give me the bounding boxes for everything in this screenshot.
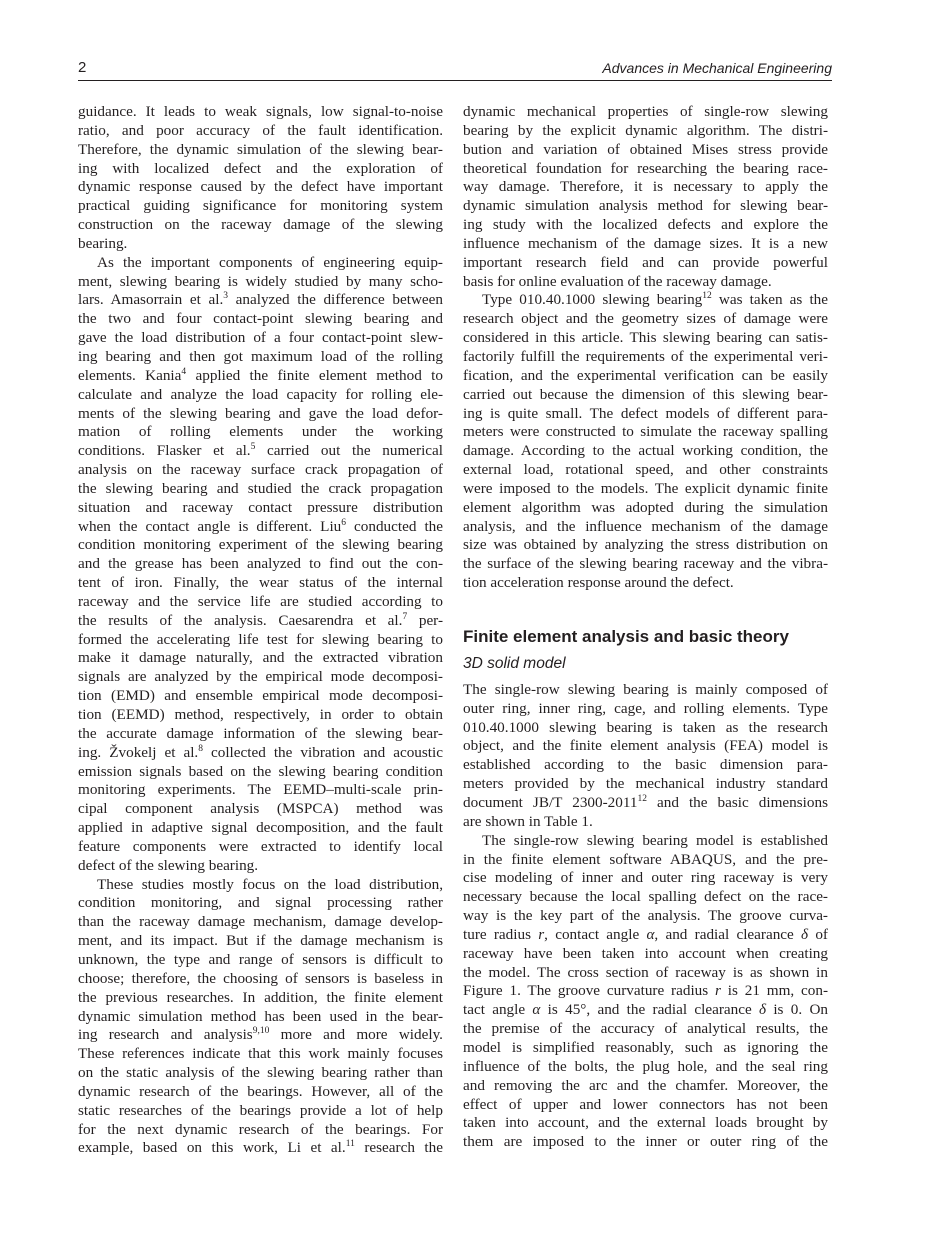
text-line: for the next dynamic research of the bearings. For xyxy=(78,1120,443,1138)
math-symbol: δ xyxy=(801,925,809,943)
text-line: on the static analysis of the slewing bearing rather than xyxy=(78,1064,443,1082)
running-header xyxy=(78,58,832,81)
text-line: the surface of the slewing bearing raceway and the vibra- xyxy=(463,555,828,573)
text-line: carried out because the dimension of this slewing bear- xyxy=(463,385,828,403)
text-line: static researches of the bearings provide a lot of help xyxy=(78,1101,443,1119)
text-line: when the contact angle is different. Liu$^6$ conducted the xyxy=(78,517,443,535)
right-section-body xyxy=(463,681,828,1152)
text-line: ing is quite small. The defect models of different para- xyxy=(463,404,828,422)
text-line: dynamic simulation analysis method for slewing bear- xyxy=(463,197,828,215)
text-line: dynamic mechanical properties of single-row slewing xyxy=(463,103,828,120)
text-line: factorily fulfill the requirements of the experimental veri- xyxy=(463,347,828,365)
text-line: raceway have been taken into account when creating xyxy=(463,944,828,962)
paragraph xyxy=(463,681,828,832)
text-line: choose; therefore, the choosing of sensors is baseless in xyxy=(78,969,443,987)
text-line: signals are analyzed by the empirical mode decomposi- xyxy=(78,668,443,686)
text-line: lars. Amasorrain et al.$^3$ analyzed the difference between xyxy=(78,291,443,309)
text-line: ment, and its impact. But if the damage mechanism is xyxy=(78,932,443,950)
text-line: Figure 1. The groove curvature radius r is 21 mm, con- xyxy=(463,982,828,1000)
section-heading: Finite element analysis and basic theory xyxy=(463,626,789,646)
text-line: formed the accelerating life test for slewing bearing to xyxy=(78,630,443,648)
paragraph xyxy=(463,103,828,291)
left-column xyxy=(78,103,443,1158)
text-line: The single-row slewing bearing is mainly composed of xyxy=(463,680,828,698)
text-line: external load, rotational speed, and other constraints xyxy=(463,461,828,479)
text-line: tion (EEMD) method, respectively, in order to obtain xyxy=(78,706,443,723)
text-line: Therefore, the dynamic simulation of the slewing bear- xyxy=(78,140,443,158)
text-line: cipal component analysis (MSPCA) method was xyxy=(78,800,443,818)
subsection-heading: 3D solid model xyxy=(463,654,566,672)
text-line: them are imposed to the inner or outer ring of the xyxy=(463,1133,828,1151)
text-line: the accurate damage information of the slewing bear- xyxy=(78,724,443,742)
text-line: tent of iron. Finally, the wear status of the internal xyxy=(78,574,443,592)
text-line: Type 010.40.1000 slewing bearing$^{12}$ was taken as the xyxy=(482,291,828,309)
text-line: raceway and the service life are studied according to xyxy=(78,592,443,610)
text-line: bearing by the explicit dynamic algorithm. The distri- xyxy=(463,121,828,139)
text-line: guidance. It leads to weak signals, low signal-to-noise xyxy=(78,103,443,120)
text-line: emission signals based on the slewing bearing condition xyxy=(78,762,443,780)
text-line: These references indicate that this work mainly focuses xyxy=(78,1045,443,1063)
text-line: tion acceleration response around the defect. xyxy=(463,574,734,592)
text-line: and the grease has been analyzed to find out the con- xyxy=(78,555,443,573)
math-symbol: r xyxy=(538,925,545,943)
journal-title: Advances in Mechanical Engineering xyxy=(602,60,832,76)
math-symbol: α xyxy=(646,925,655,943)
text-line: the premise of the accuracy of analytical results, the xyxy=(463,1020,828,1038)
text-line: the results of the analysis. Caesarendra et al.$^7$ per- xyxy=(78,611,443,629)
text-line: basis for online evaluation of the raceway damage. xyxy=(463,272,772,290)
text-line: and removing the arc and the chamfer. Moreover, the xyxy=(463,1076,828,1094)
text-line: These studies mostly focus on the load distribution, xyxy=(97,875,443,893)
text-line: The single-row slewing bearing model is established xyxy=(482,831,828,849)
citation-ref[interactable]: 6 xyxy=(341,517,347,528)
text-line: size was obtained by analyzing the stress distribution on xyxy=(463,536,828,554)
text-line: meters provided by the mechanical industry standard xyxy=(463,775,828,793)
text-line: the slewing bearing and studied the crack propagation xyxy=(78,479,443,497)
text-line: established according to the basic dimension para- xyxy=(463,756,828,774)
text-line: applied in adaptive signal decomposition, and the fault xyxy=(78,819,443,837)
text-line: ment, slewing bearing is widely studied by many scho- xyxy=(78,272,443,290)
text-line: fication, and the experimental verification can be easily xyxy=(463,366,828,384)
text-line: ratio, and poor accuracy of the fault identification. xyxy=(78,121,443,139)
citation-ref[interactable]: 3 xyxy=(223,291,228,302)
citation-ref[interactable]: 7 xyxy=(402,611,408,622)
text-line: meters were constructed to simulate the raceway spalling xyxy=(463,423,828,441)
text-line: object, and the finite element analysis (FEA) model is xyxy=(463,737,828,755)
text-line: are shown in Table 1. xyxy=(463,812,593,830)
text-line: conditions. Flasker et al.$^5$ carried out the numerical xyxy=(78,442,443,460)
text-line: influence mechanism of the damage sizes. It is a new xyxy=(463,234,828,252)
text-line: way is the key part of the analysis. The groove curva- xyxy=(463,907,828,925)
paragraph xyxy=(463,291,828,593)
text-line: important research field and can provide powerful xyxy=(463,253,828,271)
text-line: document JB/T 2300-2011$^{12}$ and the basic dimensions xyxy=(463,794,828,811)
text-line: practical guiding significance for monitoring system xyxy=(78,197,443,215)
text-line: ing with localized defect and the exploration of xyxy=(78,159,443,177)
text-line: construction on the raceway damage of the slewing xyxy=(78,216,443,234)
paragraph xyxy=(78,254,443,876)
text-line: the previous researches. In addition, the finite element xyxy=(78,988,443,1006)
text-line: condition monitoring, and signal processing rather xyxy=(78,894,443,912)
paragraph xyxy=(463,832,828,1152)
text-line: element algorithm was adopted during the simulation xyxy=(463,498,828,516)
text-line: condition monitoring experiment of the slewing bearing xyxy=(78,536,443,554)
text-line: cise modeling of inner and outer ring raceway is very xyxy=(463,869,828,887)
text-line: make it damage naturally, and the extracted vibration xyxy=(78,649,443,667)
text-line: bution and variation of obtained Mises stress provide xyxy=(463,140,828,158)
citation-ref[interactable]: 12 xyxy=(637,794,647,804)
text-line: tact angle α is 45°, and the radial clearance δ is 0. On xyxy=(463,1001,829,1019)
text-line: analysis on the raceway surface crack propagation of xyxy=(78,461,443,479)
right-column xyxy=(463,103,828,1152)
text-line: calculate and analyze the load capacity for rolling ele- xyxy=(78,385,443,403)
text-line: monitoring experiments. The EEMD–multi-scale prin- xyxy=(78,781,443,799)
text-line: feature components were extracted to identify local xyxy=(78,837,443,855)
text-line: ture radius r, contact angle α, and radial clearance δ of xyxy=(463,925,828,943)
text-line: dynamic simulation method has been used in the bear- xyxy=(78,1007,443,1025)
text-line: were imposed to the models. The explicit dynamic finite xyxy=(463,479,828,497)
text-line: tion (EMD) and ensemble empirical mode decomposi- xyxy=(78,687,443,705)
text-line: taken into account, and the external loads brought by xyxy=(463,1114,828,1132)
paragraph xyxy=(78,876,443,1159)
citation-ref[interactable]: 5 xyxy=(250,442,256,453)
citation-ref[interactable]: 9,10 xyxy=(252,1026,270,1037)
text-line: unknown, the type and range of sensors is difficult to xyxy=(78,950,443,968)
text-line: way damage. Therefore, it is necessary to apply the xyxy=(463,178,828,196)
text-line: As the important components of engineering equip- xyxy=(97,253,443,271)
math-symbol: r xyxy=(715,982,721,1000)
text-line: ing bearing and then got maximum load of the rolling xyxy=(78,347,443,365)
text-line: mation of rolling elements under the working xyxy=(78,423,443,441)
text-line: situation and raceway contact pressure distribution xyxy=(78,498,443,516)
text-line: than the raceway damage mechanism, damage develop- xyxy=(78,913,443,931)
text-line: ing research and analysis$^{9,10}$ more and more widely. xyxy=(78,1026,443,1044)
text-line: dynamic research of the bearings. However, all of the xyxy=(78,1082,443,1100)
page-number: 2 xyxy=(78,59,87,76)
math-symbol: δ xyxy=(758,1001,767,1019)
text-line: defect of the slewing bearing. xyxy=(78,856,259,874)
paragraph xyxy=(78,103,443,254)
text-line: bearing. xyxy=(78,234,128,252)
text-line: example, based on this work, Li et al.$^{11}$ research the xyxy=(78,1139,443,1157)
text-line: analysis, and the influence mechanism of the damage xyxy=(463,517,828,535)
text-line: theoretical foundation for researching the bearing race- xyxy=(463,159,828,177)
citation-ref[interactable]: 8 xyxy=(198,743,203,754)
text-line: dynamic response caused by the defect have important xyxy=(78,178,443,196)
text-line: elements. Kania$^4$ applied the finite element method to xyxy=(78,366,443,384)
text-line: considered in this article. This slewing bearing can satis- xyxy=(463,329,828,347)
text-line: the model. The cross section of raceway is as shown in xyxy=(463,963,828,981)
citation-ref[interactable]: 11 xyxy=(345,1139,355,1150)
text-line: ing. Žvokelj et al.$^8$ collected the vibration and acoustic xyxy=(78,743,443,761)
text-line: ing study with the localized defects and explore the xyxy=(463,216,828,234)
text-line: influence of the bolts, the plug hole, and the seal ring xyxy=(463,1057,828,1075)
text-line: outer ring, inner ring, cage, and rolling elements. Type xyxy=(463,699,828,717)
text-line: ments of the slewing bearing and gave the load defor- xyxy=(78,404,443,422)
math-symbol: α xyxy=(532,1001,541,1019)
text-line: damage. According to the actual working condition, the xyxy=(463,442,828,460)
text-line: necessary because the local spalling defect on the race- xyxy=(463,888,828,906)
citation-ref[interactable]: 4 xyxy=(181,366,187,377)
text-line: gave the load distribution of a four contact-point slew- xyxy=(78,329,443,347)
text-line: in the finite element software ABAQUS, and the pre- xyxy=(463,850,828,868)
text-line: 010.40.1000 slewing bearing is taken as the research xyxy=(463,718,828,736)
right-intro xyxy=(463,103,828,593)
citation-ref[interactable]: 12 xyxy=(702,291,712,302)
text-line: model is simplified reasonably, such as ignoring the xyxy=(463,1038,828,1056)
text-line: the two and four contact-point slewing bearing and xyxy=(78,310,443,328)
text-line: effect of upper and lower connectors has not been xyxy=(463,1095,828,1113)
text-line: research object and the geometry sizes of damage were xyxy=(463,310,828,328)
